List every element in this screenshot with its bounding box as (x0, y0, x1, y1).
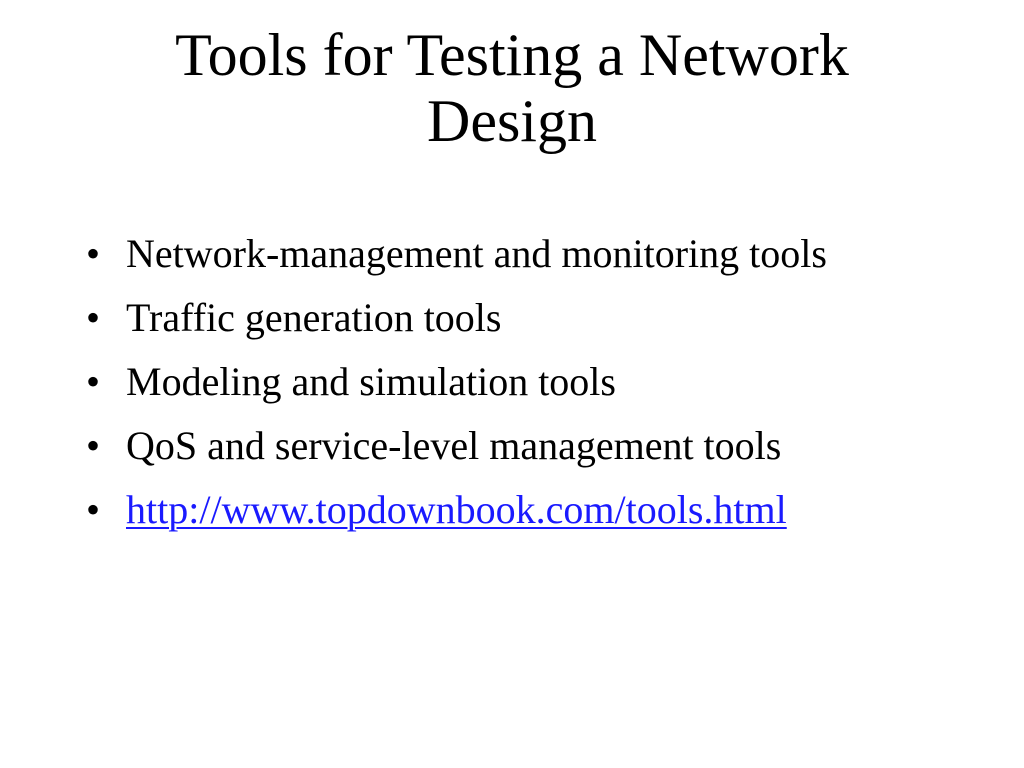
bullet-item (86, 422, 986, 486)
bullet-icon: • (86, 487, 101, 532)
bullet-icon: • (86, 231, 101, 276)
bullet-item (86, 486, 986, 550)
slide-title (100, 22, 924, 154)
bullet-icon: • (86, 423, 101, 468)
bullet-text-traffic-generation: Traffic generation tools (126, 295, 502, 340)
slide-title-line-2: Design (427, 88, 597, 154)
bullet-item (86, 358, 986, 422)
bullet-icon: • (86, 295, 101, 340)
bullet-text-qos-service-level: QoS and service-level management tools (126, 423, 782, 468)
bullet-item (86, 230, 986, 294)
bullet-list (86, 230, 986, 550)
bullet-text-network-management: Network-management and monitoring tools (126, 231, 827, 276)
bullet-icon: • (86, 359, 101, 404)
slide-title-line-1: Tools for Testing a Network (175, 22, 849, 88)
bullet-item (86, 294, 986, 358)
tools-link[interactable]: http://www.topdownbook.com/tools.html (126, 487, 787, 532)
bullet-text-modeling-simulation: Modeling and simulation tools (126, 359, 616, 404)
